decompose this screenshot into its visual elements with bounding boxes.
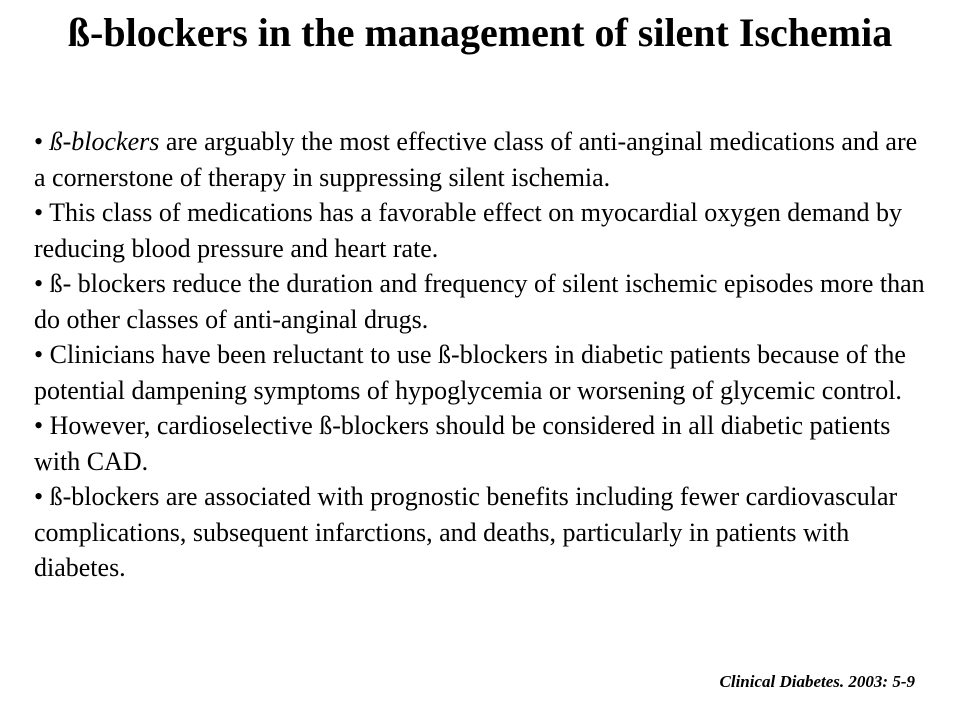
bullet-lead-italic: ß-blockers bbox=[49, 127, 160, 156]
bullet-marker: • bbox=[34, 269, 50, 298]
bullet-item bbox=[34, 479, 934, 586]
bullet-marker: • bbox=[34, 340, 44, 369]
bullet-item bbox=[34, 124, 934, 195]
bullet-item bbox=[34, 408, 934, 479]
bullet-item bbox=[34, 266, 934, 337]
bullet-text: ß- blockers reduce the duration and frequency of silent ischemic episodes more than do other classes of anti-anginal drugs. bbox=[34, 269, 925, 334]
bullet-text: This class of medications has a favorable effect on myocardial oxygen demand by reducing blood pressure and heart rate. bbox=[34, 198, 903, 263]
bullet-list bbox=[34, 124, 934, 586]
bullet-marker: • bbox=[34, 482, 50, 511]
bullet-text: ß-blockers are associated with prognostic benefits including fewer cardiovascular complications, subsequent infarctions, and deaths, particularly in patients with diabetes. bbox=[34, 482, 898, 582]
bullet-text: are arguably the most effective class of anti-anginal medications and are a cornerstone of therapy in suppressing silent ischemia. bbox=[34, 127, 918, 192]
bullet-marker: • bbox=[34, 198, 44, 227]
slide-title: ß-blockers in the management of silent Ischemia bbox=[67, 10, 893, 55]
bullet-text: However, cardioselective ß-blockers should be considered in all diabetic patients with CAD. bbox=[34, 411, 891, 476]
bullet-item bbox=[34, 337, 934, 408]
bullet-text: Clinicians have been reluctant to use ß-blockers in diabetic patients because of the potential dampening symptoms of hypoglycemia or worsening of glycemic control. bbox=[34, 340, 906, 405]
bullet-marker: • bbox=[34, 127, 44, 156]
bullet-marker: • bbox=[34, 411, 50, 440]
citation: Clinical Diabetes. 2003: 5-9 bbox=[719, 672, 915, 691]
bullet-item bbox=[34, 195, 934, 266]
